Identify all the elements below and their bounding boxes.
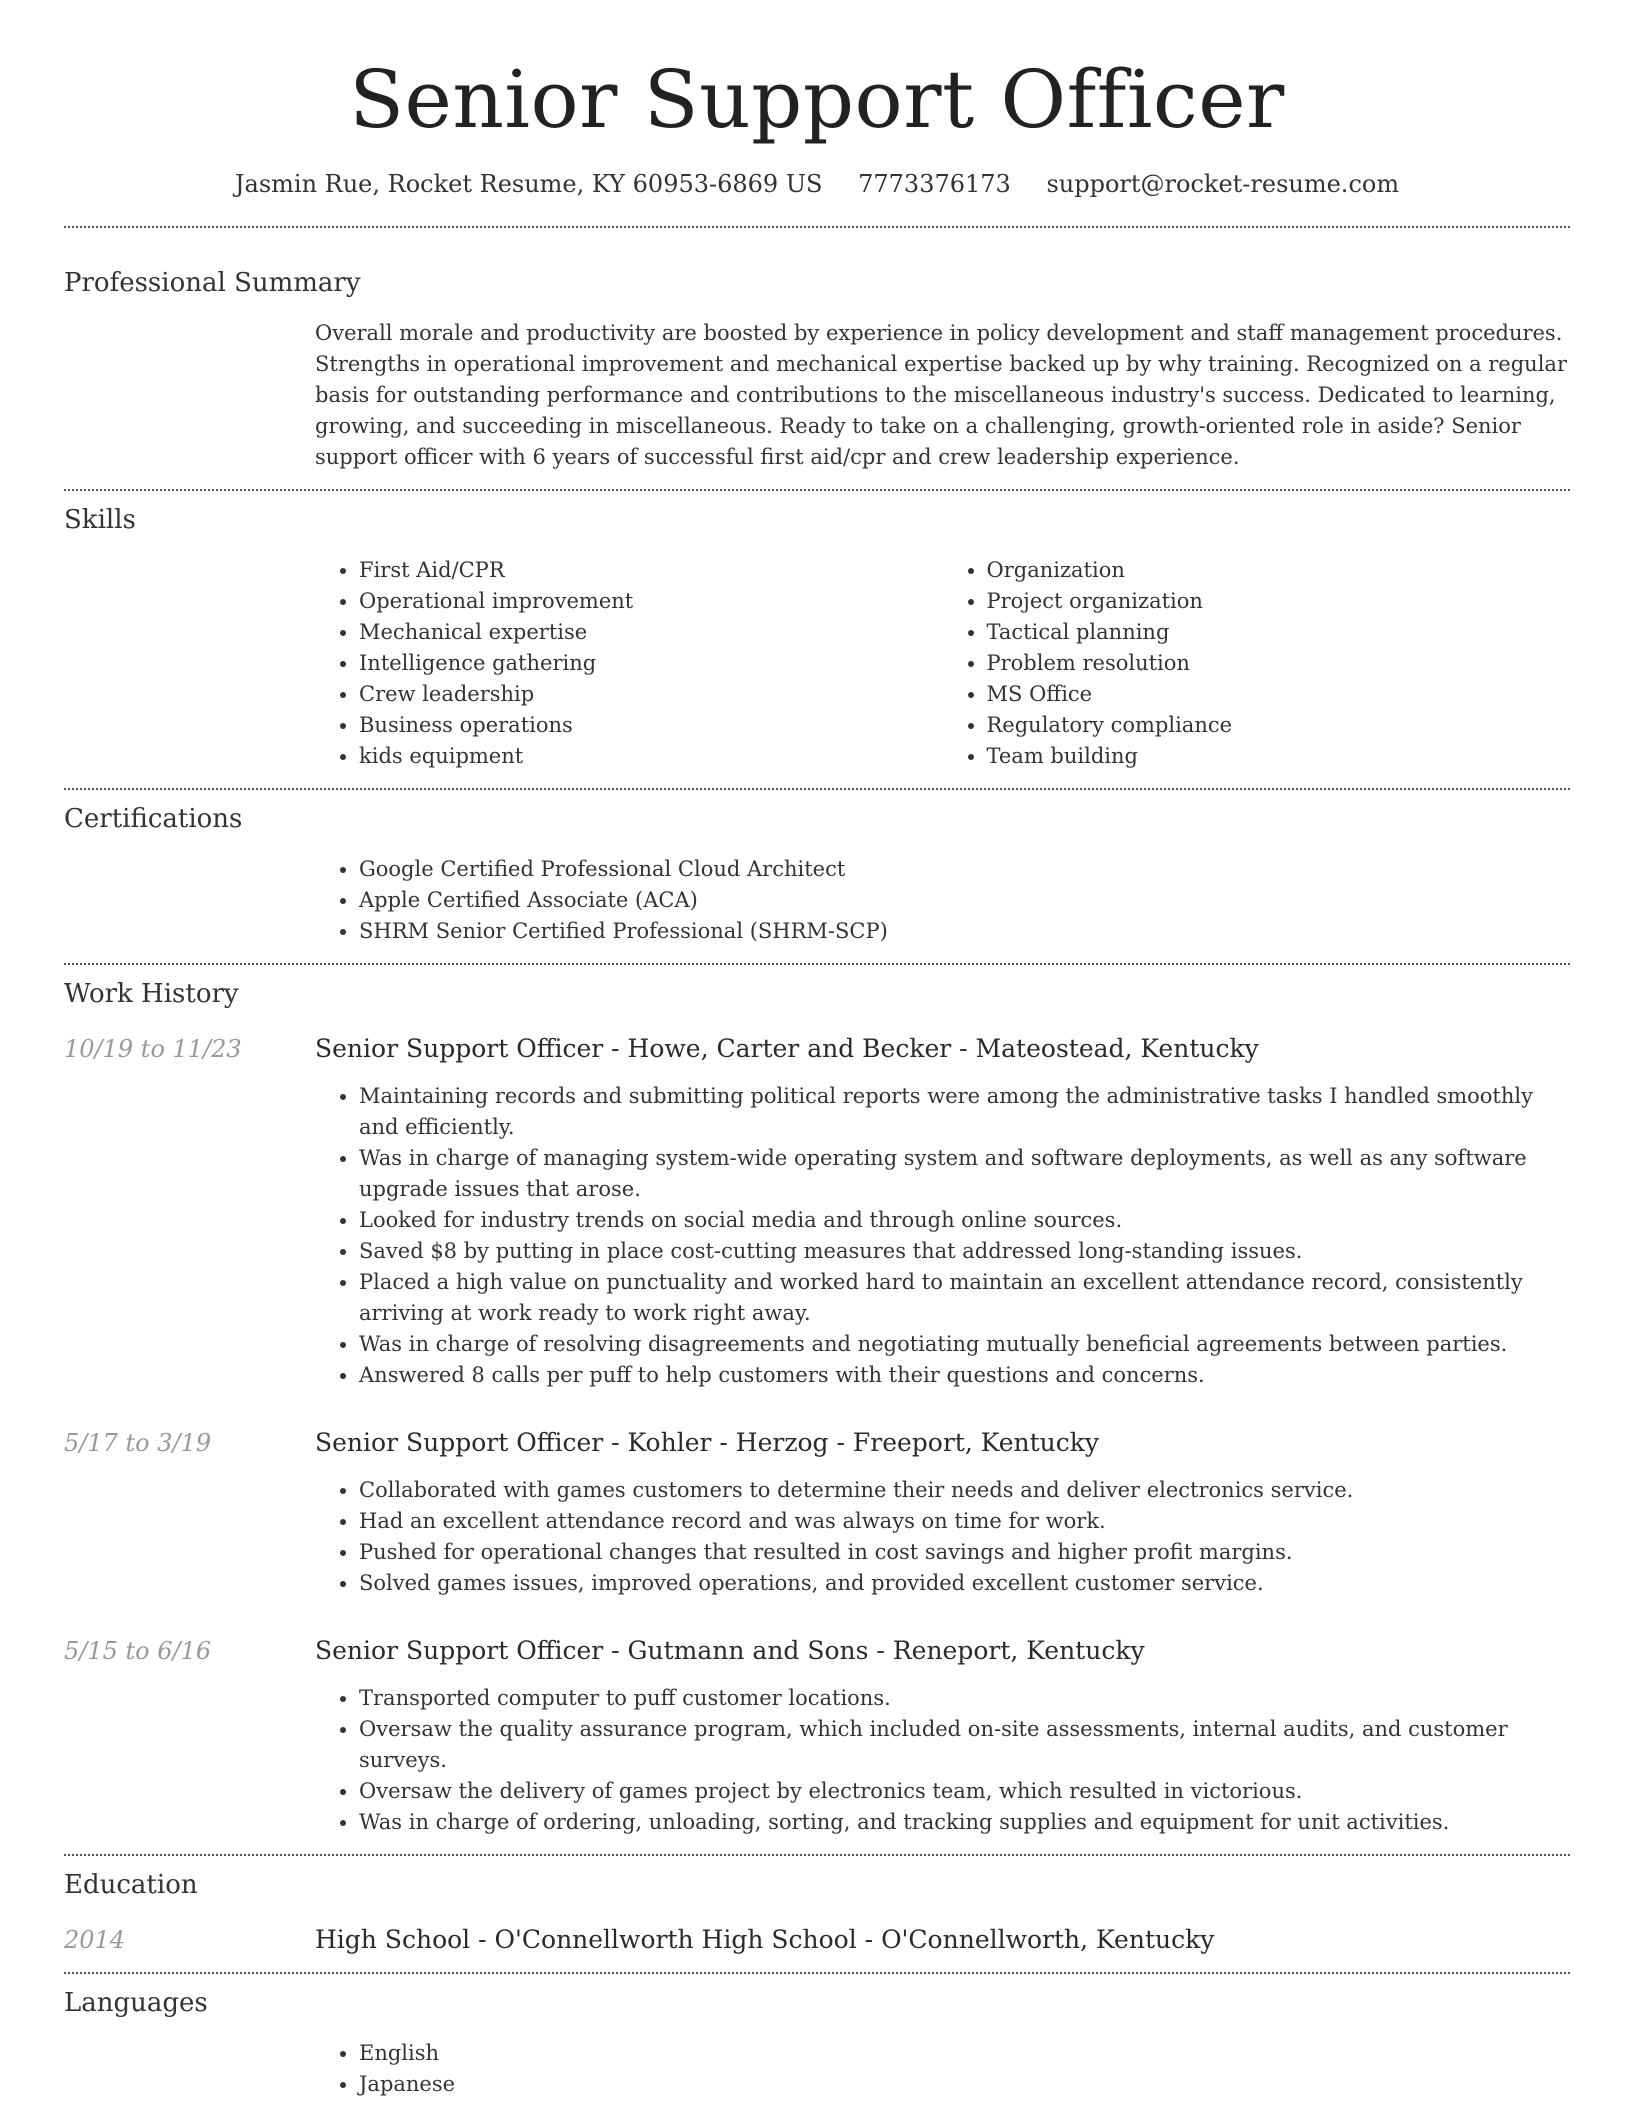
- section-heading-summary: Professional Summary: [64, 268, 361, 298]
- job-duty-item: • Saved $8 by putting in place cost-cutting measures that addressed long-standing issues.: [359, 1236, 1570, 1267]
- job-duty-item: • Oversaw the quality assurance program, which included on-site assessments, internal audits, and customer surveys.: [359, 1714, 1570, 1776]
- job-header: [64, 1427, 1570, 1459]
- job-duty-item: • Was in charge of resolving disagreements and negotiating mutually beneficial agreements between parties.: [359, 1329, 1570, 1360]
- skill-item: • Tactical planning: [987, 617, 1571, 648]
- job-duty-item: • Solved games issues, improved operations, and provided excellent customer service.: [359, 1568, 1570, 1599]
- job-entry: [64, 1427, 1570, 1599]
- skills-list-left: [315, 555, 943, 772]
- skill-item: • First Aid/CPR: [359, 555, 943, 586]
- divider: [64, 489, 1570, 491]
- job-duty-item: • Was in charge of managing system-wide operating system and software deployments, as well as any software upgrade issues that arose.: [359, 1143, 1570, 1205]
- job-duties-list: [315, 1683, 1570, 1838]
- skill-item: • Crew leadership: [359, 679, 943, 710]
- job-duty-item: • Oversaw the delivery of games project by electronics team, which resulted in victorious.: [359, 1776, 1570, 1807]
- section-heading-skills: Skills: [64, 505, 136, 535]
- job-duty-item: • Pushed for operational changes that resulted in cost savings and higher profit margins.: [359, 1537, 1570, 1568]
- job-header: [64, 1635, 1570, 1667]
- skill-item: • Intelligence gathering: [359, 648, 943, 679]
- section-heading-certifications: Certifications: [64, 804, 243, 834]
- language-item: • Japanese: [359, 2069, 1570, 2100]
- certification-item: • Google Certified Professional Cloud Architect: [359, 854, 1570, 885]
- certification-item: • Apple Certified Associate (ACA): [359, 885, 1570, 916]
- divider: [64, 226, 1570, 228]
- job-duties: [315, 1683, 1570, 1838]
- languages-block: [315, 2038, 1570, 2100]
- skills-list-right: [943, 555, 1571, 772]
- job-duty-item: • Maintaining records and submitting political reports were among the administrative tasks I handled smoothly and efficiently.: [359, 1081, 1570, 1143]
- certification-item: • SHRM Senior Certified Professional (SHRM-SCP): [359, 916, 1570, 947]
- job-entry: [64, 1033, 1570, 1391]
- job-duties-list: [315, 1475, 1570, 1599]
- job-date: 5/17 to 3/19: [64, 1429, 212, 1457]
- skill-item: • Operational improvement: [359, 586, 943, 617]
- education-entry: [64, 1924, 1570, 1956]
- job-duty-item: • Answered 8 calls per puff to help customers with their questions and concerns.: [359, 1360, 1570, 1391]
- job-header: [64, 1033, 1570, 1065]
- contact-email: support@rocket-resume.com: [1046, 170, 1400, 198]
- skill-item: • Team building: [987, 741, 1571, 772]
- education-title: High School - O'Connellworth High School - O'Connellworth, Kentucky: [315, 1925, 1215, 1954]
- job-title: Senior Support Officer - Gutmann and Sons - Reneport, Kentucky: [315, 1636, 1145, 1665]
- skill-item: • MS Office: [987, 679, 1571, 710]
- job-duty-item: • Collaborated with games customers to determine their needs and deliver electronics service.: [359, 1475, 1570, 1506]
- language-item: • English: [359, 2038, 1570, 2069]
- skill-item: • Organization: [987, 555, 1571, 586]
- contact-line: [64, 168, 1570, 200]
- section-heading-education: Education: [64, 1870, 198, 1900]
- job-duty-item: • Placed a high value on punctuality and worked hard to maintain an excellent attendance record, consistently arriving at work ready to work right away.: [359, 1267, 1570, 1329]
- job-date: 5/15 to 6/16: [64, 1637, 212, 1665]
- section-heading-work: Work History: [64, 979, 239, 1009]
- skill-item: • Regulatory compliance: [987, 710, 1571, 741]
- divider: [64, 1854, 1570, 1856]
- education-date: 2014: [64, 1926, 126, 1954]
- skill-item: • Problem resolution: [987, 648, 1571, 679]
- work-history: [64, 1033, 1570, 1838]
- resume-page: [64, 0, 1570, 2100]
- job-duty-item: • Transported computer to puff customer locations.: [359, 1683, 1570, 1714]
- divider: [64, 1972, 1570, 1974]
- job-date: 10/19 to 11/23: [64, 1035, 242, 1063]
- section-heading-languages: Languages: [64, 1988, 208, 2018]
- skill-item: • Project organization: [987, 586, 1571, 617]
- certifications-list: [315, 854, 1570, 947]
- job-title: Senior Support Officer - Howe, Carter and Becker - Mateostead, Kentucky: [315, 1034, 1259, 1063]
- job-title: Senior Support Officer - Kohler - Herzog - Freeport, Kentucky: [315, 1428, 1100, 1457]
- languages-list: [315, 2038, 1570, 2100]
- contact-address: Jasmin Rue, Rocket Resume, KY 60953-6869 US: [234, 170, 823, 198]
- divider: [64, 788, 1570, 790]
- skills-grid: [315, 555, 1570, 772]
- job-duties-list: [315, 1081, 1570, 1391]
- job-entry: [64, 1635, 1570, 1838]
- job-duty-item: • Looked for industry trends on social media and through online sources.: [359, 1205, 1570, 1236]
- resume-title: Senior Support Officer: [349, 53, 1285, 146]
- certifications-block: [315, 854, 1570, 947]
- divider: [64, 963, 1570, 965]
- job-duties: [315, 1475, 1570, 1599]
- skill-item: • Mechanical expertise: [359, 617, 943, 648]
- job-duty-item: • Had an excellent attendance record and was always on time for work.: [359, 1506, 1570, 1537]
- job-duty-item: • Was in charge of ordering, unloading, sorting, and tracking supplies and equipment for unit activities.: [359, 1807, 1570, 1838]
- skill-item: • kids equipment: [359, 741, 943, 772]
- job-duties: [315, 1081, 1570, 1391]
- summary-text: Overall morale and productivity are boosted by experience in policy development and staff management procedures. Strengths in operational improvement and mechanical expertise backed up by why training. Recognized on a regular basis for outstanding performance and contributions to the miscellaneous industry's success. Dedicated to learning, growing, and succeeding in miscellaneous. Ready to take on a challenging, growth-oriented role in aside? Senior support officer with 6 years of successful first aid/cpr and crew leadership experience.: [315, 321, 1567, 469]
- contact-phone: 7773376173: [858, 170, 1011, 198]
- skill-item: • Business operations: [359, 710, 943, 741]
